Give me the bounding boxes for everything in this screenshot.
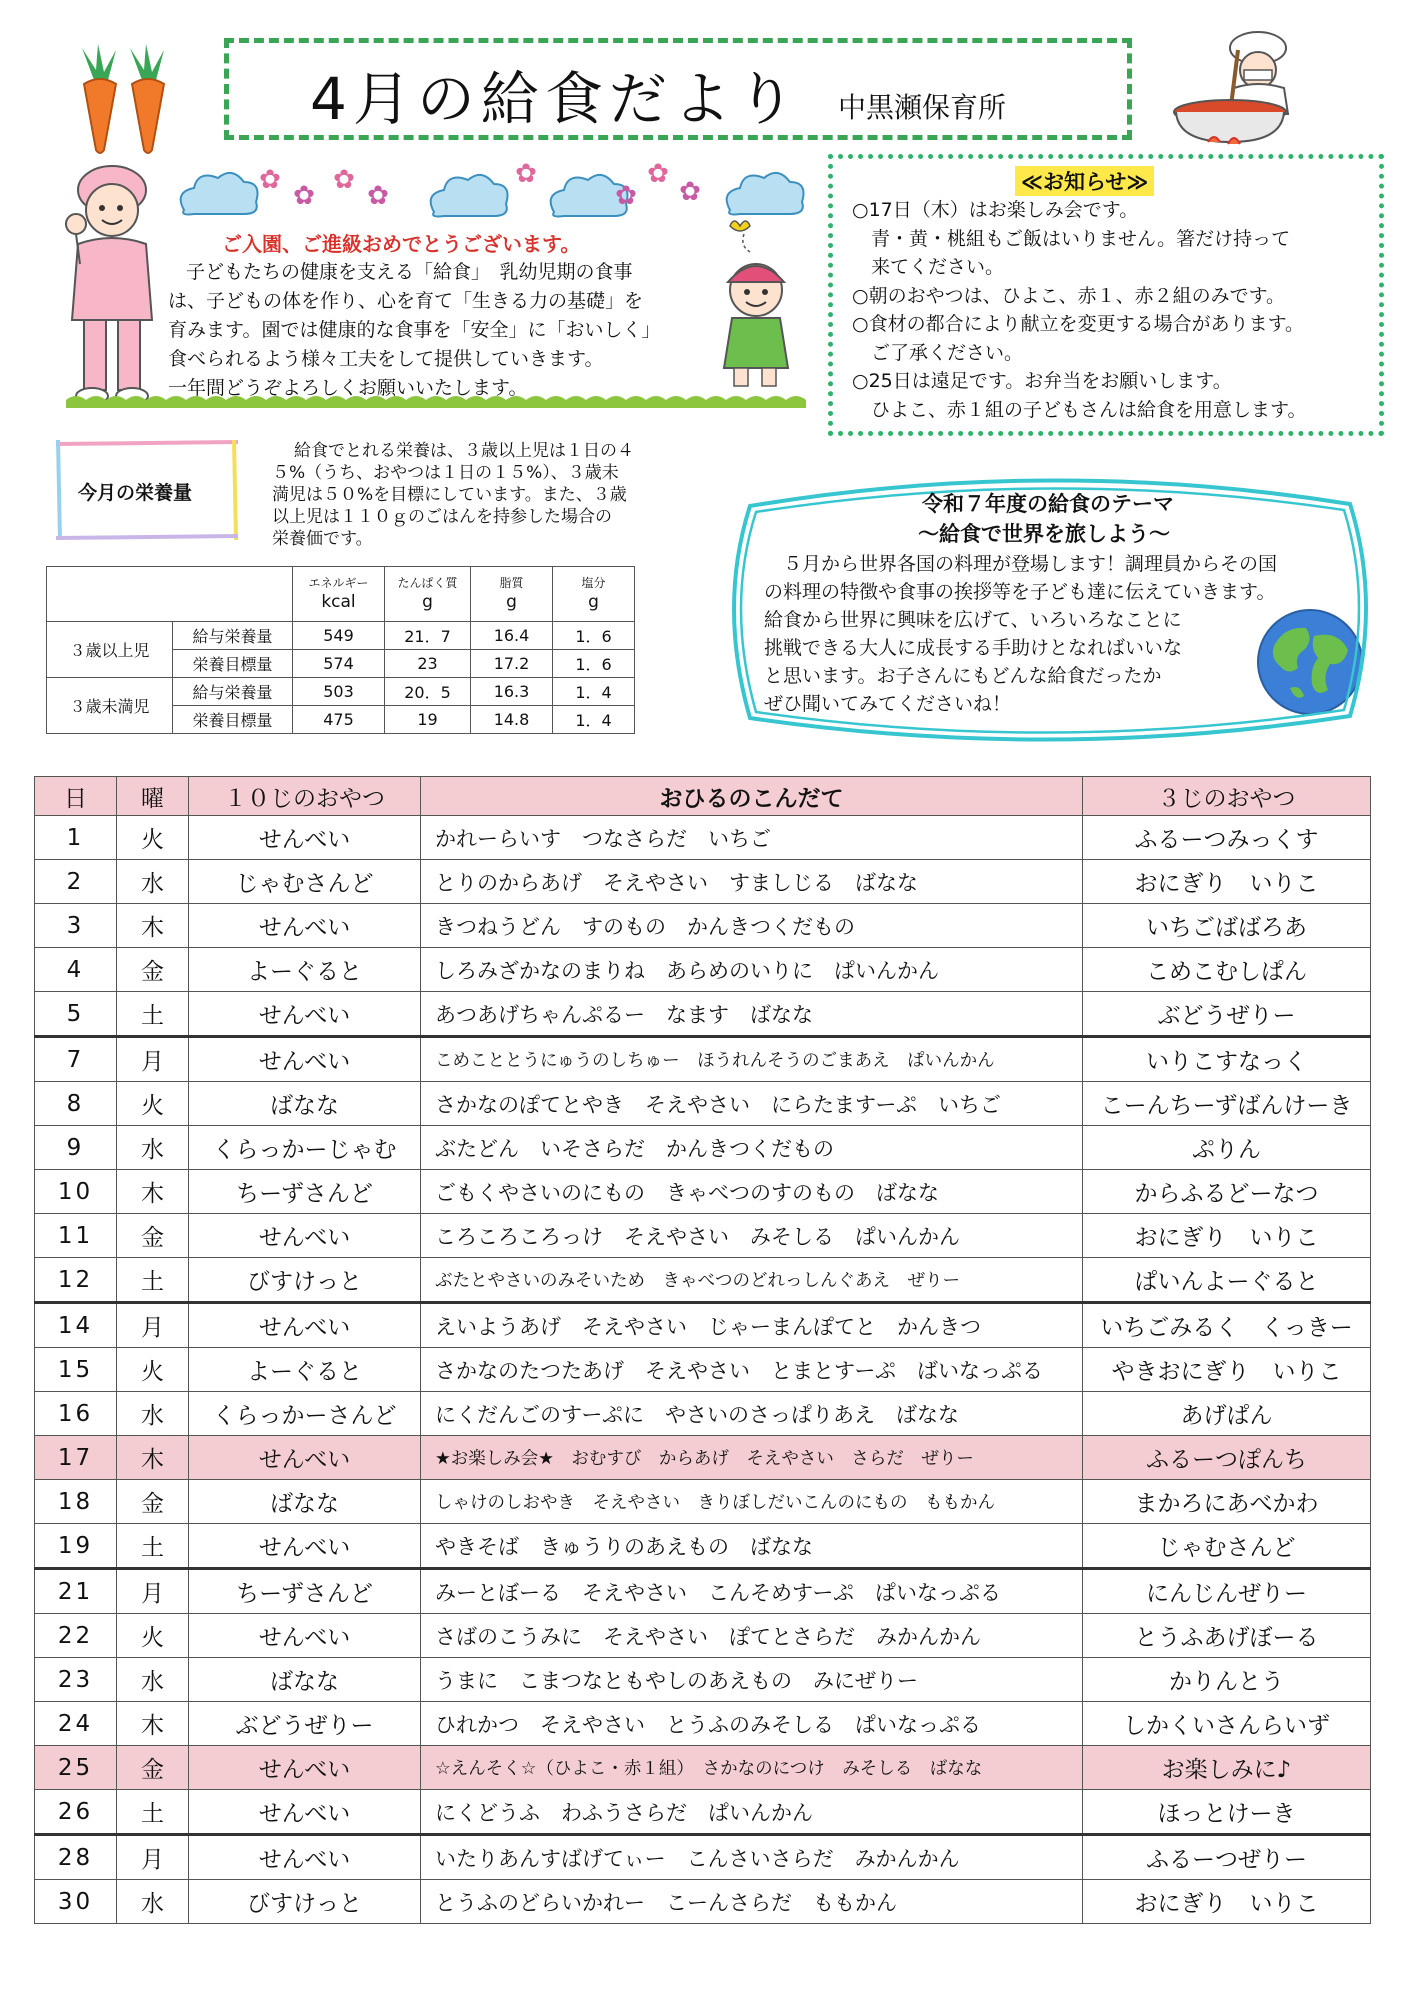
afternoon-snack-cell: お楽しみに♪	[1083, 1746, 1371, 1790]
greeting-line: 子どもたちの健康を支える「給食」 乳幼児期の食事	[186, 261, 633, 283]
afternoon-snack-cell: あげぱん	[1083, 1392, 1371, 1436]
value-cell: 14.8	[471, 706, 553, 734]
header-morning-snack: １０じのおやつ	[189, 777, 421, 816]
afternoon-snack-cell: ふるーつぜりー	[1083, 1835, 1371, 1880]
notice-line: 来てください。	[852, 256, 1005, 278]
morning-snack-cell: せんべい	[189, 1790, 421, 1835]
svg-text:✿: ✿	[615, 181, 637, 211]
afternoon-snack-cell: いちごばばろあ	[1083, 904, 1371, 948]
lunch-cell: ☆えんそく☆（ひよこ・赤１組） さかなのにつけ みそしる ばなな	[421, 1746, 1083, 1790]
weekday-cell: 水	[117, 1392, 189, 1436]
theme-line: ５月から世界各国の料理が登場します！調理員からその国	[764, 553, 1278, 575]
menu-row	[35, 1126, 1371, 1170]
notice-line: 青・黄・桃組もご飯はいりません。箸だけ持って	[852, 227, 1291, 250]
menu-row	[35, 1614, 1371, 1658]
morning-snack-cell: せんべい	[189, 1835, 421, 1880]
nutrition-header-cell	[471, 567, 553, 622]
menu-row	[35, 1436, 1371, 1480]
menu-row	[35, 1037, 1371, 1082]
header-name: 脂質	[499, 575, 524, 590]
lunch-cell: さばのこうみに そえやさい ぽてとさらだ みかんかん	[421, 1614, 1083, 1658]
morning-snack-cell: ぶどうぜりー	[189, 1702, 421, 1746]
day-cell: 30	[35, 1880, 117, 1924]
menu-row	[35, 1303, 1371, 1348]
weekday-cell: 火	[117, 816, 189, 860]
weekday-cell: 土	[117, 992, 189, 1037]
header-unit: g	[588, 591, 599, 612]
morning-snack-cell: ちーずさんど	[189, 1170, 421, 1214]
value-cell: 1．6	[553, 650, 635, 678]
greeting-body	[168, 258, 708, 403]
weekday-cell: 月	[117, 1303, 189, 1348]
day-cell: 23	[35, 1658, 117, 1702]
morning-snack-cell: ちーずさんど	[189, 1569, 421, 1614]
carrot-icon	[64, 40, 184, 156]
lunch-cell: とうふのどらいかれー こーんさらだ ももかん	[421, 1880, 1083, 1924]
weekday-cell: 火	[117, 1348, 189, 1392]
header-unit: kcal	[321, 591, 356, 612]
value-cell: 19	[385, 706, 471, 734]
weekday-cell: 月	[117, 1037, 189, 1082]
weekday-cell: 木	[117, 1170, 189, 1214]
day-cell: 8	[35, 1082, 117, 1126]
cook-stirring-pot-icon	[1168, 30, 1318, 148]
nutrition-table	[46, 566, 635, 734]
menu-row	[35, 1082, 1371, 1126]
day-cell: 15	[35, 1348, 117, 1392]
nutritionist-girl-icon	[56, 160, 176, 410]
lunch-cell: こめこととうにゅうのしちゅー ほうれんそうのごまあえ ぱいんかん	[421, 1037, 1083, 1082]
day-cell: 16	[35, 1392, 117, 1436]
morning-snack-cell: せんべい	[189, 904, 421, 948]
morning-snack-cell: せんべい	[189, 992, 421, 1037]
header-weekday: 曜	[117, 777, 189, 816]
nutrition-line: 以上児は１１０ｇのごはんを持参した場合の	[272, 507, 612, 527]
morning-snack-cell: くらっかーじゃむ	[189, 1126, 421, 1170]
morning-snack-cell: よーぐると	[189, 948, 421, 992]
afternoon-snack-cell: ぶどうぜりー	[1083, 992, 1371, 1037]
afternoon-snack-cell: ふるーつみっくす	[1083, 816, 1371, 860]
header-name: たんぱく質	[397, 575, 458, 590]
afternoon-snack-cell: まかろにあべかわ	[1083, 1480, 1371, 1524]
nutrition-header-row	[47, 567, 635, 622]
day-cell: 21	[35, 1569, 117, 1614]
weekday-cell: 土	[117, 1258, 189, 1303]
nutrition-line: 給食でとれる栄養は、３歳以上児は１日の４	[294, 441, 634, 461]
svg-text:✿: ✿	[259, 165, 281, 195]
morning-snack-cell: せんべい	[189, 1436, 421, 1480]
weekday-cell: 月	[117, 1569, 189, 1614]
value-cell: 549	[293, 622, 385, 650]
lunch-cell: ぶたとやさいのみそいため きゃべつのどれっしんぐあえ ぜりー	[421, 1258, 1083, 1303]
value-cell: 16.3	[471, 678, 553, 706]
theme-line: 挑戦できる大人に成長する手助けとなればいいな	[764, 637, 1183, 659]
nutrition-header-cell	[385, 567, 471, 622]
value-cell: 1．4	[553, 678, 635, 706]
notice-title: ≪お知らせ≫	[1015, 166, 1154, 196]
lunch-cell: にくだんごのすーぷに やさいのさっぱりあえ ばなな	[421, 1392, 1083, 1436]
menu-body	[35, 816, 1371, 1924]
afternoon-snack-cell: じゃむさんど	[1083, 1524, 1371, 1569]
child-with-butterfly-icon	[700, 206, 810, 396]
weekday-cell: 木	[117, 1702, 189, 1746]
lunch-cell: いたりあんすばげてぃー こんさいさらだ みかんかん	[421, 1835, 1083, 1880]
morning-snack-cell: びすけっと	[189, 1880, 421, 1924]
day-cell: 12	[35, 1258, 117, 1303]
lunch-cell: ひれかつ そえやさい とうふのみそしる ぱいなっぷる	[421, 1702, 1083, 1746]
value-type-cell: 栄養目標量	[173, 706, 293, 734]
theme-title: 令和７年度の給食のテーマ	[922, 492, 1174, 516]
svg-text:✿: ✿	[333, 165, 355, 195]
nutrition-line: ５%（うち、おやつは１日の１５%）、３歳未	[272, 463, 619, 483]
page-title: 4月の給食だより	[310, 65, 801, 133]
svg-text:✿: ✿	[647, 159, 669, 189]
day-cell: 28	[35, 1835, 117, 1880]
day-cell: 4	[35, 948, 117, 992]
weekday-cell: 月	[117, 1835, 189, 1880]
value-type-cell: 栄養目標量	[173, 650, 293, 678]
greeting-line: 育みます。園では健康的な食事を「安全」に「おいしく」	[168, 319, 661, 341]
menu-row	[35, 992, 1371, 1037]
lunch-cell: かれーらいす つなさらだ いちご	[421, 816, 1083, 860]
weekday-cell: 火	[117, 1082, 189, 1126]
morning-snack-cell: じゃむさんど	[189, 860, 421, 904]
morning-snack-cell: せんべい	[189, 1037, 421, 1082]
notice-line: ご了承ください。	[852, 341, 1024, 364]
weekday-cell: 金	[117, 1746, 189, 1790]
day-cell: 11	[35, 1214, 117, 1258]
theme-line: 給食から世界に興味を広げて、いろいろなことに	[764, 609, 1182, 631]
afternoon-snack-cell: にんじんぜりー	[1083, 1569, 1371, 1614]
menu-row	[35, 816, 1371, 860]
nutrition-description	[272, 440, 682, 550]
afternoon-snack-cell: とうふあげぼーる	[1083, 1614, 1371, 1658]
weekday-cell: 水	[117, 1126, 189, 1170]
morning-snack-cell: せんべい	[189, 1214, 421, 1258]
afternoon-snack-cell: おにぎり いりこ	[1083, 1880, 1371, 1924]
age-group-cell: ３歳未満児	[47, 678, 173, 734]
nutrition-header-cell	[293, 567, 385, 622]
theme-line: の料理の特徴や食事の挨拶等を子ども達に伝えていきます。	[764, 581, 1276, 603]
afternoon-snack-cell: ぷりん	[1083, 1126, 1371, 1170]
value-cell: 20．5	[385, 678, 471, 706]
afternoon-snack-cell: いちごみるく くっきー	[1083, 1303, 1371, 1348]
nutrition-row	[47, 678, 635, 706]
age-group-cell: ３歳以上児	[47, 622, 173, 678]
theme-subtitle: ～給食で世界を旅しよう～	[918, 522, 1170, 546]
notice-list	[852, 196, 1382, 424]
afternoon-snack-cell: からふるどーなつ	[1083, 1170, 1371, 1214]
svg-text:✿: ✿	[367, 181, 389, 211]
menu-row	[35, 1258, 1371, 1303]
greeting-heading: ご入園、ご進級おめでとうございます。	[222, 232, 581, 256]
lunch-cell: しゃけのしおやき そえやさい きりぼしだいこんのにもの ももかん	[421, 1480, 1083, 1524]
value-cell: 503	[293, 678, 385, 706]
greeting-line: は、子どもの体を作り、心を育て「生きる力の基礎」を	[168, 290, 644, 312]
lunch-cell: しろみざかなのまりね あらめのいりに ぱいんかん	[421, 948, 1083, 992]
theme-line: ぜひ聞いてみてくださいね！	[764, 693, 1012, 715]
header-unit: g	[506, 591, 517, 612]
weekday-cell: 土	[117, 1524, 189, 1569]
day-cell: 17	[35, 1436, 117, 1480]
lunch-cell: さかなのぽてとやき そえやさい にらたますーぷ いちご	[421, 1082, 1083, 1126]
nutrition-line: 満児は５０%を目標にしています。また、３歳	[272, 485, 627, 505]
morning-snack-cell: ばなな	[189, 1082, 421, 1126]
value-type-cell: 給与栄養量	[173, 622, 293, 650]
day-cell: 9	[35, 1126, 117, 1170]
menu-row	[35, 904, 1371, 948]
menu-row	[35, 1658, 1371, 1702]
afternoon-snack-cell: しかくいさんらいず	[1083, 1702, 1371, 1746]
afternoon-snack-cell: こーんちーずばんけーき	[1083, 1082, 1371, 1126]
afternoon-snack-cell: やきおにぎり いりこ	[1083, 1348, 1371, 1392]
menu-row	[35, 1569, 1371, 1614]
value-cell: 475	[293, 706, 385, 734]
afternoon-snack-cell: こめこむしぱん	[1083, 948, 1371, 992]
day-cell: 5	[35, 992, 117, 1037]
weekday-cell: 水	[117, 860, 189, 904]
lunch-cell: やきそば きゅうりのあえもの ばなな	[421, 1524, 1083, 1569]
value-cell: 17.2	[471, 650, 553, 678]
afternoon-snack-cell: いりこすなっく	[1083, 1037, 1371, 1082]
lunch-cell: みーとぼーる そえやさい こんそめすーぷ ぱいなっぷる	[421, 1569, 1083, 1614]
header-unit: g	[422, 591, 433, 612]
menu-table	[34, 776, 1371, 1924]
morning-snack-cell: びすけっと	[189, 1258, 421, 1303]
weekday-cell: 水	[117, 1658, 189, 1702]
header-name: 塩分	[581, 575, 606, 590]
svg-text:✿: ✿	[515, 159, 537, 189]
nutrition-header-blank	[47, 567, 293, 622]
menu-row	[35, 1392, 1371, 1436]
facility-name: 中黒瀬保育所	[838, 91, 1007, 124]
value-cell: 1．6	[553, 622, 635, 650]
lunch-cell: きつねうどん すのもの かんきつくだもの	[421, 904, 1083, 948]
notice-line: ○朝のおやつは、ひよこ、赤１、赤２組のみです。	[852, 284, 1286, 307]
morning-snack-cell: ばなな	[189, 1480, 421, 1524]
theme-line: と思います。お子さんにもどんな給食だったか	[764, 665, 1162, 687]
afternoon-snack-cell: ぱいんよーぐると	[1083, 1258, 1371, 1303]
lunch-cell: とりのからあげ そえやさい すましじる ばなな	[421, 860, 1083, 904]
header-afternoon-snack: ３じのおやつ	[1083, 777, 1371, 816]
header-lunch: おひるのこんだて	[421, 777, 1083, 816]
menu-row	[35, 1348, 1371, 1392]
menu-row	[35, 1480, 1371, 1524]
weekday-cell: 水	[117, 1880, 189, 1924]
theme-body	[764, 550, 1364, 718]
afternoon-snack-cell: おにぎり いりこ	[1083, 1214, 1371, 1258]
day-cell: 19	[35, 1524, 117, 1569]
notice-line: ○17日（木）はお楽しみ会です。	[852, 199, 1139, 221]
weekday-cell: 金	[117, 948, 189, 992]
weekday-cell: 木	[117, 1436, 189, 1480]
value-cell: 574	[293, 650, 385, 678]
notice-line: ○25日は遠足です。お弁当をお願いします。	[852, 370, 1232, 392]
lunch-cell: ★お楽しみ会★ おむすび からあげ そえやさい さらだ ぜりー	[421, 1436, 1083, 1480]
greeting-line: 食べられるよう様々工夫をして提供していきます。	[168, 348, 604, 370]
notice-line: ひよこ、赤１組の子どもさんは給食を用意します。	[852, 398, 1307, 421]
svg-text:✿: ✿	[293, 181, 315, 211]
day-cell: 7	[35, 1037, 117, 1082]
morning-snack-cell: せんべい	[189, 1746, 421, 1790]
day-cell: 2	[35, 860, 117, 904]
day-cell: 24	[35, 1702, 117, 1746]
lunch-cell: ころころころっけ そえやさい みそしる ぱいんかん	[421, 1214, 1083, 1258]
nutrition-label: 今月の栄養量	[78, 482, 193, 504]
value-cell: 23	[385, 650, 471, 678]
value-cell: 16.4	[471, 622, 553, 650]
svg-text:✿: ✿	[679, 177, 701, 207]
day-cell: 10	[35, 1170, 117, 1214]
menu-row	[35, 1524, 1371, 1569]
weekday-cell: 金	[117, 1214, 189, 1258]
value-cell: 1．4	[553, 706, 635, 734]
header-name: エネルギー	[308, 575, 369, 590]
nutrition-row	[47, 622, 635, 650]
morning-snack-cell: せんべい	[189, 1614, 421, 1658]
menu-header-row	[35, 777, 1371, 816]
menu-row	[35, 948, 1371, 992]
menu-row	[35, 1880, 1371, 1924]
morning-snack-cell: せんべい	[189, 1524, 421, 1569]
lunch-cell: うまに こまつなともやしのあえもの みにぜりー	[421, 1658, 1083, 1702]
menu-row	[35, 1170, 1371, 1214]
day-cell: 1	[35, 816, 117, 860]
day-cell: 14	[35, 1303, 117, 1348]
morning-snack-cell: せんべい	[189, 816, 421, 860]
nutrition-line: 栄養価です。	[272, 529, 373, 549]
day-cell: 26	[35, 1790, 117, 1835]
weekday-cell: 土	[117, 1790, 189, 1835]
notice-line: ○食材の都合により献立を変更する場合があります。	[852, 313, 1305, 335]
lunch-cell: あつあげちゃんぷるー なます ばなな	[421, 992, 1083, 1037]
day-cell: 3	[35, 904, 117, 948]
lunch-cell: さかなのたつたあげ そえやさい とまとすーぷ ばいなっぷる	[421, 1348, 1083, 1392]
weekday-cell: 金	[117, 1480, 189, 1524]
day-cell: 18	[35, 1480, 117, 1524]
menu-row	[35, 1790, 1371, 1835]
day-cell: 22	[35, 1614, 117, 1658]
morning-snack-cell: せんべい	[189, 1303, 421, 1348]
lunch-cell: ごもくやさいのにもの きゃべつのすのもの ばなな	[421, 1170, 1083, 1214]
afternoon-snack-cell: おにぎり いりこ	[1083, 860, 1371, 904]
menu-row	[35, 1702, 1371, 1746]
morning-snack-cell: よーぐると	[189, 1348, 421, 1392]
morning-snack-cell: くらっかーさんど	[189, 1392, 421, 1436]
morning-snack-cell: ばなな	[189, 1658, 421, 1702]
weekday-cell: 木	[117, 904, 189, 948]
menu-row	[35, 860, 1371, 904]
value-type-cell: 給与栄養量	[173, 678, 293, 706]
lunch-cell: にくどうふ わふうさらだ ぱいんかん	[421, 1790, 1083, 1835]
lunch-cell: えいようあげ そえやさい じゃーまんぽてと かんきつ	[421, 1303, 1083, 1348]
weekday-cell: 火	[117, 1614, 189, 1658]
header-day: 日	[35, 777, 117, 816]
menu-row	[35, 1214, 1371, 1258]
menu-row	[35, 1746, 1371, 1790]
day-cell: 25	[35, 1746, 117, 1790]
afternoon-snack-cell: ほっとけーき	[1083, 1790, 1371, 1835]
menu-row	[35, 1835, 1371, 1880]
lunch-cell: ぶたどん いそさらだ かんきつくだもの	[421, 1126, 1083, 1170]
nutrition-header-cell	[553, 567, 635, 622]
afternoon-snack-cell: かりんとう	[1083, 1658, 1371, 1702]
value-cell: 21．7	[385, 622, 471, 650]
greeting-line: 一年間どうぞよろしくお願いいたします。	[168, 377, 528, 399]
afternoon-snack-cell: ふるーつぽんち	[1083, 1436, 1371, 1480]
